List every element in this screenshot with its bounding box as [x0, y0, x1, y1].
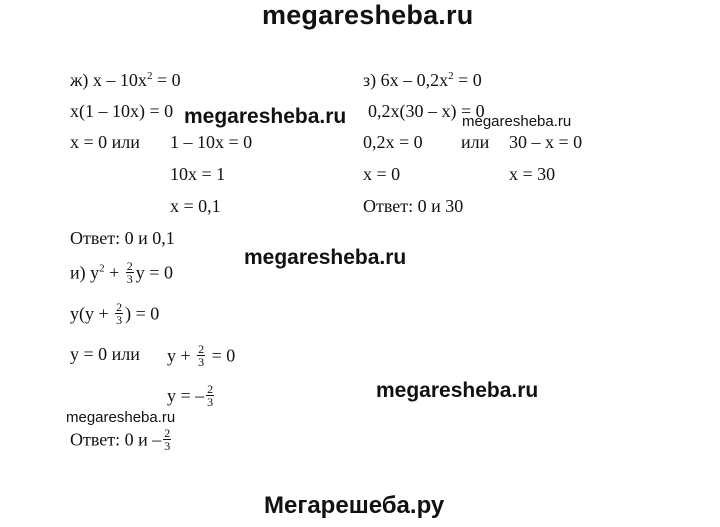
problem-z-factored: 0,2x(30 – x) = 0 — [368, 101, 485, 121]
fraction: $\frac{2}{3}$ — [164, 426, 171, 453]
problem-zh-case-left: x = 0 или — [70, 132, 140, 152]
fraction: $\frac{2}{3}$ — [198, 342, 205, 369]
problem-z-sol-right: x = 30 — [509, 164, 556, 184]
problem-z-case-or: или — [461, 132, 490, 152]
watermark-bottom: Мегарешеба.ру — [264, 492, 445, 519]
watermark: megaresheba.ru — [184, 105, 347, 128]
watermark: megaresheba.ru — [66, 409, 176, 426]
fraction: $\frac{2}{3}$ — [207, 382, 214, 409]
problem-zh-step1: 10x = 1 — [170, 164, 226, 184]
watermark: megaresheba.ru — [462, 113, 572, 130]
problem-z-case-left: 0,2x = 0 — [363, 132, 423, 152]
fraction: $\frac{2}{3}$ — [126, 259, 133, 286]
problem-z-case-right: 30 – x = 0 — [509, 132, 583, 152]
problem-zh-step2: x = 0,1 — [170, 196, 221, 216]
problem-i-factored: y(y + $\frac{2}{3}$ ) = 0 — [70, 300, 160, 327]
watermark: megaresheba.ru — [244, 246, 407, 269]
problem-i-solution: y = – $\frac{2}{3}$ — [167, 382, 214, 409]
problem-z-equation: з) $6x - 0,2x^2 = 0$ — [363, 70, 482, 90]
watermark: megaresheba.ru — [376, 379, 539, 402]
problem-z-answer: Ответ: 0 и 30 — [363, 196, 464, 216]
problem-i-equation: и) $y^2$ + $\frac{2}{3}$ y = 0 — [70, 259, 173, 286]
fraction: $\frac{2}{3}$ — [116, 300, 123, 327]
problem-i-case-right: y + $\frac{2}{3}$ = 0 — [167, 342, 236, 369]
problem-i-case-left: y = 0 или — [70, 344, 140, 364]
problem-i-answer: Ответ: 0 и – $\frac{2}{3}$ — [70, 426, 171, 453]
problem-zh-equation: ж) $x - 10x^2 = 0$ — [70, 70, 181, 90]
problem-zh-factored: x(1 – 10x) = 0 — [70, 101, 174, 121]
watermark-top: megaresheba.ru — [262, 0, 474, 30]
problem-zh-case-right: 1 – 10x = 0 — [170, 132, 253, 152]
problem-zh-answer: Ответ: 0 и 0,1 — [70, 228, 175, 248]
problem-z-sol-left: x = 0 — [363, 164, 401, 184]
